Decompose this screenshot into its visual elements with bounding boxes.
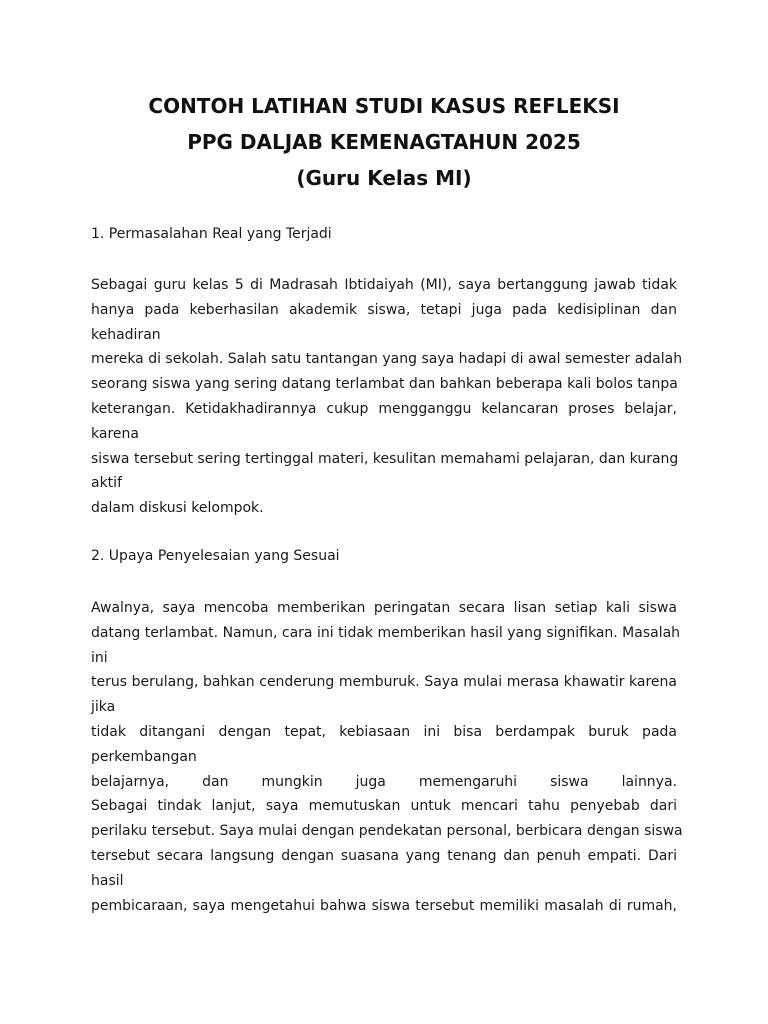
document-title xyxy=(0,88,768,196)
paragraph-line: perilaku tersebut. Saya mulai dengan pendekatan personal, berbicara dengan siswa xyxy=(91,823,683,840)
section-2-heading: 2. Upaya Penyelesaian yang Sesuai xyxy=(91,548,340,564)
paragraph-line: belajarnya, dan mungkin juga memengaruhi siswa lainnya. xyxy=(91,773,677,790)
paragraph-line: keterangan. Ketidakhadirannya cukup mengganggu kelancaran proses belajar, xyxy=(91,400,677,417)
section-2-paragraph xyxy=(91,596,683,918)
paragraph-line: siswa tersebut sering tertinggal materi, kesulitan memahami pelajaran, dan kurang xyxy=(91,450,679,467)
section-1-paragraph xyxy=(91,273,683,521)
title-line-3: (Guru Kelas MI) xyxy=(296,166,472,190)
paragraph-line: ini xyxy=(91,649,108,666)
section-1-heading: 1. Permasalahan Real yang Terjadi xyxy=(91,226,332,242)
paragraph-line: Sebagai tindak lanjut, saya memutuskan untuk mencari tahu penyebab dari xyxy=(91,798,677,815)
title-line-2: PPG DALJAB KEMENAGTAHUN 2025 xyxy=(187,130,581,154)
paragraph-line: pembicaraan, saya mengetahui bahwa siswa tersebut memiliki masalah di rumah, xyxy=(91,897,677,914)
paragraph-line: jika xyxy=(91,699,116,716)
paragraph-line: dalam diskusi kelompok. xyxy=(91,500,264,517)
paragraph-line: karena xyxy=(91,425,139,442)
paragraph-line: Sebagai guru kelas 5 di Madrasah Ibtidaiyah (MI), saya bertanggung jawab tidak xyxy=(91,277,677,293)
paragraph-line: terus berulang, bahkan cenderung memburuk. Saya mulai merasa khawatir karena xyxy=(91,674,677,691)
paragraph-line: hasil xyxy=(91,872,124,889)
paragraph-line: perkembangan xyxy=(91,748,197,765)
paragraph-line: datang terlambat. Namun, cara ini tidak memberikan hasil yang signifikan. Masalah xyxy=(91,624,681,641)
paragraph-line: mereka di sekolah. Salah satu tantangan yang saya hadapi di awal semester adalah xyxy=(91,351,683,368)
paragraph-line: kehadiran xyxy=(91,326,161,343)
paragraph-line: hanya pada keberhasilan akademik siswa, tetapi juga pada kedisiplinan dan xyxy=(91,301,677,318)
paragraph-line: aktif xyxy=(91,475,122,492)
paragraph-line: tidak ditangani dengan tepat, kebiasaan ini bisa berdampak buruk pada xyxy=(91,723,677,740)
paragraph-line: Awalnya, saya mencoba memberikan peringatan secara lisan setiap kali siswa xyxy=(91,600,677,616)
paragraph-line: seorang siswa yang sering datang terlambat dan bahkan beberapa kali bolos tanpa xyxy=(91,376,678,393)
title-line-1: CONTOH LATIHAN STUDI KASUS REFLEKSI xyxy=(148,94,620,118)
paragraph-line: tersebut secara langsung dengan suasana yang tenang dan penuh empati. Dari xyxy=(91,847,677,864)
